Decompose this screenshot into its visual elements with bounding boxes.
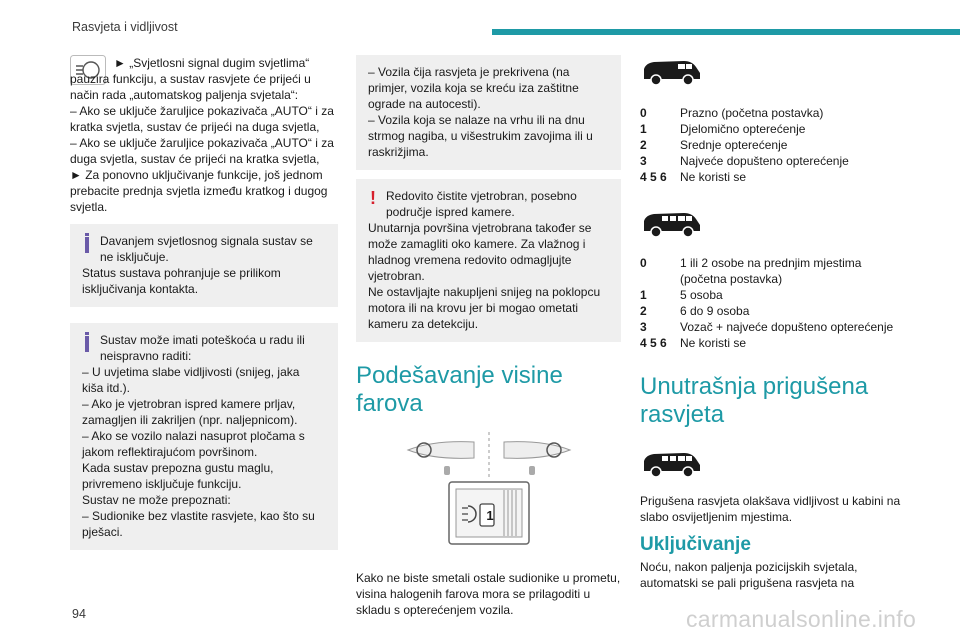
legend-row: 2 Srednje opterećenje: [640, 138, 788, 152]
column-right: [640, 55, 910, 591]
van-icon: [640, 447, 704, 481]
legend-row: 1 5 osoba: [640, 288, 723, 302]
legend-row: 0 Prazno (početna postavka): [640, 106, 824, 120]
legend-row: 4 5 6 Ne koristi se: [640, 336, 747, 350]
legend-row: 0 1 ili 2 osobe na prednjim mjestima (početna postavka): [640, 256, 862, 286]
section-title: Rasvjeta i vidljivost: [72, 20, 178, 34]
warning-icon: !: [370, 188, 376, 208]
continuation-text: – Vozila čija rasvjeta je prekrivena (na primjer, vozila koja se kreću iza zaštitne ograde na autocesti). – Vozila koja se nalaze na vrhu ili na dnu strmog nagiba, u višestrukim zavojima ili u raskrižjima.: [368, 65, 593, 159]
interior-lighting-text: Prigušena rasvjeta olakšava vidljivost u kabini na slabo osvijetljenim mjestima.: [640, 494, 901, 524]
load-legend: [640, 105, 910, 185]
van-icon: [640, 207, 704, 241]
watermark: carmanualsonline.info: [686, 606, 917, 632]
legend-row: 1 Djelomično opterećenje: [640, 122, 806, 136]
legend-row: 3 Vozač + najveće dopušteno opterećenje: [640, 320, 894, 334]
switch-position-number: 1: [486, 508, 494, 523]
info-icon: [82, 233, 100, 265]
header-accent-bar: [492, 29, 960, 35]
steering-wheel-icon: [404, 432, 574, 552]
info-box-2: [70, 323, 338, 550]
info-box-1-body: Status sustava pohranjuje se prilikom isključivanja kontakta.: [82, 266, 281, 296]
passenger-legend: [640, 255, 910, 351]
info-box-2-title: Sustav može imati poteškoća u radu ili neispravno raditi:: [100, 333, 305, 363]
heading-interior-lighting: Unutrašnja prigušena rasvjeta: [640, 373, 869, 428]
switching-on-text: Noću, nakon paljenja pozicijskih svjetala, automatski se pali prigušena rasvjeta na: [640, 560, 858, 590]
continuation-box: [356, 55, 621, 170]
info-icon: [82, 332, 100, 364]
info-box-1: [70, 224, 338, 307]
intro-text: ► „Svjetlosni signal dugim svjetlima“ pauzira funkciju, a sustav rasvjete će prijeći u način rada „automatskog paljenja svjetala“: – Ako se uključe žaruljice pokazivača „AUTO“ i za kratka svjetla, sustav će prijeći na duga svjetla, – Ako se uključe žaruljice pokazivača „AUTO“ i za duga svjetla, sustav će prijeći na kratka svjetla, ► Za ponovno uključivanje funkcije, još jednom prebacite prednja svjetla između kratkog i dugog svjetla.: [70, 56, 334, 214]
warning-title: Redovito čistite vjetrobran, posebno područje ispred kamere.: [386, 189, 577, 219]
legend-row: 2 6 do 9 osoba: [640, 304, 750, 318]
column-middle: [356, 55, 621, 618]
column-left: [70, 55, 338, 550]
page-number: 94: [72, 607, 86, 621]
info-box-2-body: – U uvjetima slabe vidljivosti (snijeg, jaka kiša itd.). – Ako je vjetrobran ispred kamere prljav, zamagljen ili zakriljen (npr. naljepnicom). – Ako se vozilo nalazi nasuprot pločama s jakom reflektirajućom površinom. Kada sustav prepozna gustu maglu, privremeno isključuje funkciju. Sustav ne može prepoznati: – Sudionike bez vlastite rasvjete, kao što su pješaci.: [82, 365, 315, 539]
van-icon: [640, 55, 704, 89]
warning-box: [356, 179, 621, 342]
warning-body: Unutarnja površina vjetrobrana također se može zamagliti oko kamere. Za vlažnog i hladnog vremena redovito odmagljujte vjetrobran. Ne ostavljajte nakupljeni snijeg na poklopcu motora ili na krovu jer bi mogao ometati kameru za detekciju.: [368, 221, 601, 331]
legend-row: 4 5 6 Ne koristi se: [640, 170, 747, 184]
headlamp-adjust-text: Kako ne biste smetali ostale sudionike u prometu, visina halogenih farova mora se prilagoditi u skladu s opterećenjem vozila.: [356, 571, 621, 617]
headlamp-adjust-illustration: [404, 432, 574, 552]
info-box-1-title: Davanjem svjetlosnog signala sustav se ne isključuje.: [100, 234, 313, 264]
heading-switching-on: Uključivanje: [640, 534, 751, 555]
legend-row: 3 Najveće dopušteno opterećenje: [640, 154, 849, 168]
heading-headlamp-adjust: Podešavanje visine farova: [356, 362, 563, 417]
